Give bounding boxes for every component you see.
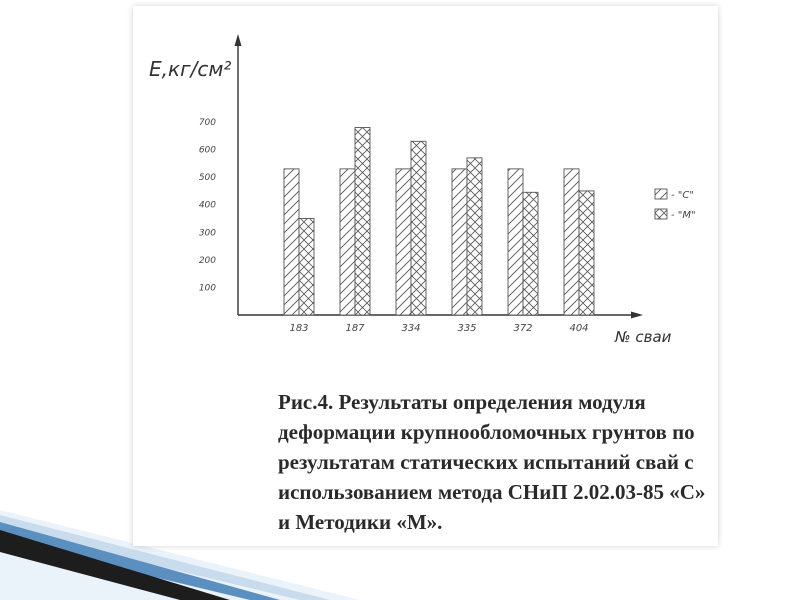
y-tick-label: 400 <box>198 200 216 211</box>
y-axis-arrow <box>235 34 242 46</box>
y-tick-label: 700 <box>198 118 216 128</box>
legend-label: - "С" <box>671 190 694 201</box>
x-axis-categories <box>289 323 588 334</box>
bar <box>564 169 579 315</box>
bar <box>523 192 538 315</box>
x-axis-label: № сваи <box>615 328 672 346</box>
legend-label: - "М" <box>671 210 696 221</box>
y-axis-ticks <box>199 118 216 293</box>
bar <box>299 219 314 316</box>
y-tick-label: 600 <box>198 145 216 156</box>
figure-caption <box>278 387 800 537</box>
caption-line: и Методики «М». <box>278 510 443 534</box>
x-tick-label: 334 <box>401 323 421 334</box>
x-tick-label: 372 <box>513 323 533 334</box>
bar <box>284 169 299 315</box>
chart-legend <box>655 189 696 221</box>
legend-swatch <box>655 189 667 199</box>
caption-line: использованием метода СНиП 2.02.03-85 «С» <box>278 480 706 504</box>
caption-line: деформации крупнообломочных грунтов по <box>278 420 695 444</box>
bar <box>452 169 467 315</box>
caption-line: Рис.4. Результаты определения модуля <box>278 390 646 414</box>
bar <box>467 158 482 315</box>
bar <box>396 169 411 315</box>
x-axis-arrow <box>631 312 643 319</box>
y-tick-label: 300 <box>198 228 216 239</box>
bar <box>340 169 355 315</box>
bar-chart <box>133 6 718 366</box>
x-tick-label: 183 <box>289 323 309 334</box>
x-tick-label: 335 <box>457 323 477 334</box>
y-axis-label: E,кг/см² <box>149 57 232 81</box>
y-tick-label: 100 <box>198 283 216 294</box>
bar <box>355 128 370 315</box>
bar-series <box>284 128 594 315</box>
y-tick-label: 500 <box>198 173 216 184</box>
bar <box>508 169 523 315</box>
figure-panel <box>133 6 718 546</box>
bar <box>411 141 426 315</box>
bar <box>579 191 594 315</box>
caption-line: результатам статических испытаний свай с <box>278 450 694 474</box>
x-tick-label: 404 <box>569 323 589 334</box>
legend-swatch <box>655 209 667 219</box>
y-tick-label: 200 <box>198 255 216 266</box>
x-tick-label: 187 <box>345 323 365 334</box>
